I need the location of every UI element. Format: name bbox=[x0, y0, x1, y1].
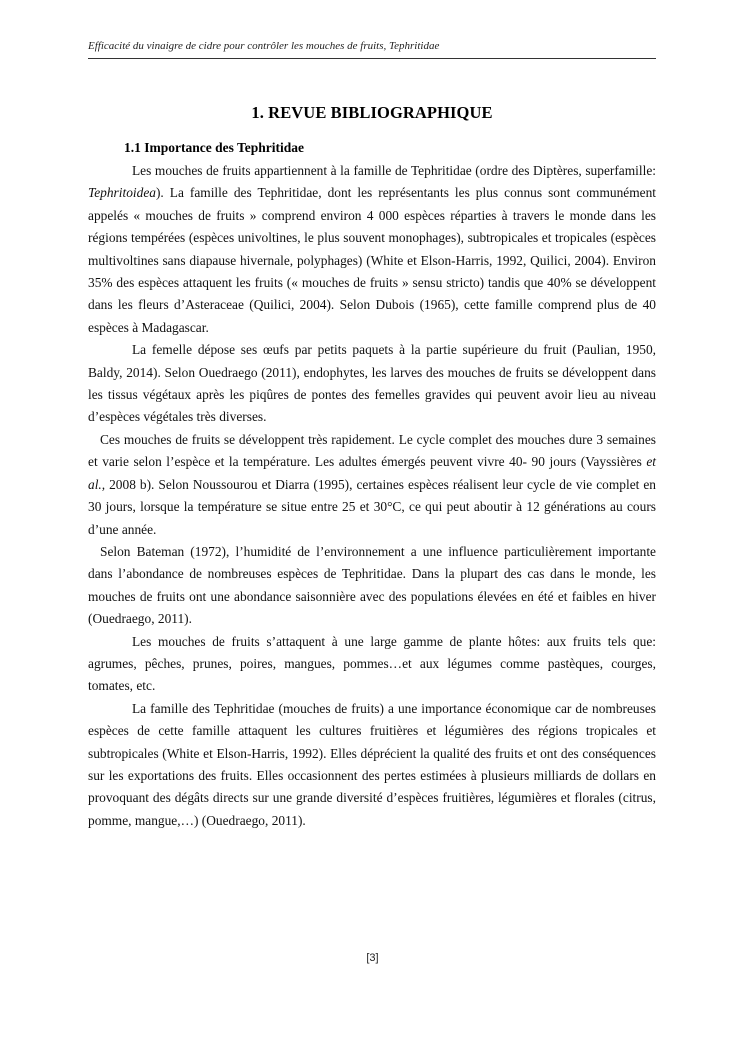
page-number: [3] bbox=[366, 952, 379, 964]
paragraph-4: Selon Bateman (1972), l’humidité de l’environnement a une influence particulièrement importante dans l’abondance de nombreuses espèces de Tephritidae. Dans la plupart des cas dans le monde, les mouches de fruits ont une abondance saisonnière avec des populations élevées en été et faibles en hiver (Ouedraego, 2011). bbox=[88, 543, 656, 627]
paragraph-6: La famille des Tephritidae (mouches de fruits) a une importance économique car de nombreuses espèces de cette famille attaquent les cultures fruitières et légumières des régions tropicales et subtropicales (White et Elson-Harris, 1992). Elles déprécient la qualité des fruits et ont des conséquences sur les exportations des fruits. Elles occasionnent des pertes estimées à plusieurs milliards de dollars en provoquant des dégâts directs sur une grande diversité d’espèces fruitières, légumières et florales (citrus, pomme, mangue,…) (Ouedraego, 2011). bbox=[88, 700, 656, 828]
chapter-title: 1. REVUE BIBLIOGRAPHIQUE bbox=[251, 103, 493, 122]
body-text bbox=[88, 160, 656, 832]
paragraph-3-part-a: Ces mouches de fruits se développent très rapidement. Le cycle complet des mouches dure 3 semaines et varie selon l’espèce et la température. Les adultes émergés peuvent vivre 40- 90 jours (Vayssières bbox=[88, 431, 656, 470]
paragraph-3-italic: et al., bbox=[88, 454, 656, 492]
paragraph-3 bbox=[88, 429, 656, 541]
paragraph-1-italic: Tephritoidea bbox=[88, 185, 156, 201]
paragraph-5: Les mouches de fruits s’attaquent à une large gamme de plante hôtes: aux fruits tels que: agrumes, pêches, prunes, poires, mangues, pommes…et aux légumes comme pastèques, courges, tomates, etc. bbox=[88, 633, 656, 694]
paragraph-3-part-b: 2008 b). Selon Noussourou et Diarra (1995), certaines espèces réalisent leur cycle de vie complet en 30 jours, lorsque la température se situe entre 25 et 30°C, ce qui peut aboutir à 12 générations au cours d’une année. bbox=[88, 476, 656, 537]
paragraph-1-part-a: Les mouches de fruits appartiennent à la famille de Tephritidae (ordre des Diptères, superfamille: bbox=[132, 163, 656, 178]
paragraph-1-part-b: ). La famille des Tephritidae, dont les représentants les plus connus sont communément appelés « mouches de fruits » comprend environ 4 000 espèces réparties à travers le monde dans les régions tempérées (espèces univoltines, le plus souvent monophages), subtropicales et tropicales (espèces multivoltines sans diapause hivernale, polyphages) (White et Elson-Harris, 1992, Quilici, 2004). Environ 35% des espèces attaquent les fruits (« mouches de fruits » sensu stricto) tandis que 40% se développent dans les fleurs d’Asteraceae (Quilici, 2004). Selon Dubois (1965), cette famille comprend plus de 40 espèces à Madagascar. bbox=[88, 185, 656, 335]
running-header: Efficacité du vinaigre de cidre pour contrôler les mouches de fruits, Tephritidae bbox=[88, 40, 656, 59]
paragraph-2: La femelle dépose ses œufs par petits paquets à la partie supérieure du fruit (Paulian, 1950, Baldy, 2014). Selon Ouedraego (2011), endophytes, les larves des mouches de fruits se développent dans les tissus végétaux après les piqûres de pontes des femelles gravides qui peuvent avoir lieu au niveau d’espèces végétales très diverses. bbox=[88, 342, 656, 425]
paragraph-1 bbox=[88, 160, 656, 339]
section-title: 1.1 Importance des Tephritidae bbox=[124, 140, 305, 155]
